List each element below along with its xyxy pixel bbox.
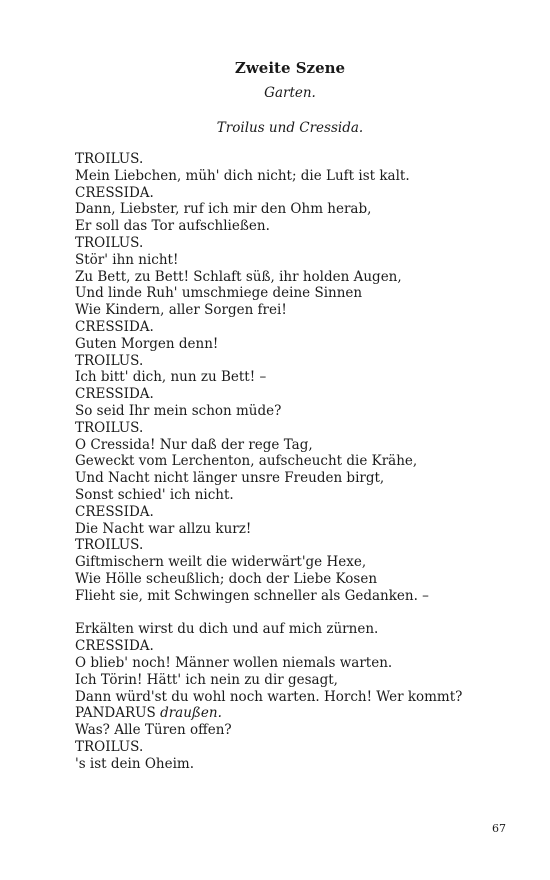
text-line: Giftmischern weilt die widerwärt'ge Hexe, [75,554,367,571]
text-line: CRESSIDA. [75,638,154,655]
text-line: Die Nacht war allzu kurz! [75,520,252,537]
scene-title: Zweite Szene [234,59,346,77]
text-line: Dann, Liebster, ruf ich mir den Ohm herab, [75,201,372,218]
text-line: Geweckt vom Lerchenton, aufscheucht die Krähe, [75,453,418,470]
text-line: Und linde Ruh' umschmiege deine Sinnen [75,285,363,302]
dialogue-text [75,151,535,772]
text-line: TROILUS. [75,234,144,251]
text-line: CRESSIDA. [75,318,154,335]
text-line: Und Nacht nicht länger unsre Freuden birgt, [75,470,385,487]
stage-direction: draußen. [160,705,222,722]
text-line: TROILUS. [75,738,144,755]
text-line: Was? Alle Türen offen? [75,722,232,739]
text-line: O blieb' noch! Männer wollen niemals warten. [75,654,393,671]
text-line: TROILUS. [75,419,144,436]
text-line: Ich Törin! Hätt' ich nein zu dir gesagt, [75,671,338,688]
text-line: Zu Bett, zu Bett! Schlaft süß, ihr holden Augen, [75,268,402,285]
text-line: Sonst schied' ich nicht. [75,486,234,503]
text-line: Dann würd'st du wohl noch warten. Horch! Wer kommt? [75,688,463,705]
page-number: 67 [492,822,506,835]
text-line: TROILUS. [75,151,144,167]
text-line: CRESSIDA. [75,386,154,403]
stage-direction-line [75,705,535,722]
text-line: Flieht sie, mit Schwingen schneller als Gedanken. – [75,587,429,604]
text-line: Wie Hölle scheußlich; doch der Liebe Kosen [75,570,378,587]
text-line: Mein Liebchen, müh' dich nicht; die Luft ist kalt. [75,167,410,184]
text-line: Stör' ihn nicht! [75,251,179,268]
speaker-name: PANDARUS [75,705,156,722]
text-line: CRESSIDA. [75,503,154,520]
text-line: Guten Morgen denn! [75,335,219,352]
text-line: 's ist dein Oheim. [75,755,194,772]
text-line: TROILUS. [75,352,144,369]
scene-setting: Garten. [264,85,316,101]
text-line: Wie Kindern, aller Sorgen frei! [75,302,287,319]
scene-characters: Troilus und Cressida. [216,120,364,136]
text-line: Ich bitt' dich, nun zu Bett! – [75,369,267,386]
text-line: TROILUS. [75,537,144,554]
text-line: So seid Ihr mein schon müde? [75,402,282,419]
blank-line [75,605,535,622]
text-line: Er soll das Tor aufschließen. [75,218,270,235]
text-line: O Cressida! Nur daß der rege Tag, [75,436,313,453]
text-line: CRESSIDA. [75,184,154,201]
text-line: Erkälten wirst du dich und auf mich zürnen. [75,621,379,638]
